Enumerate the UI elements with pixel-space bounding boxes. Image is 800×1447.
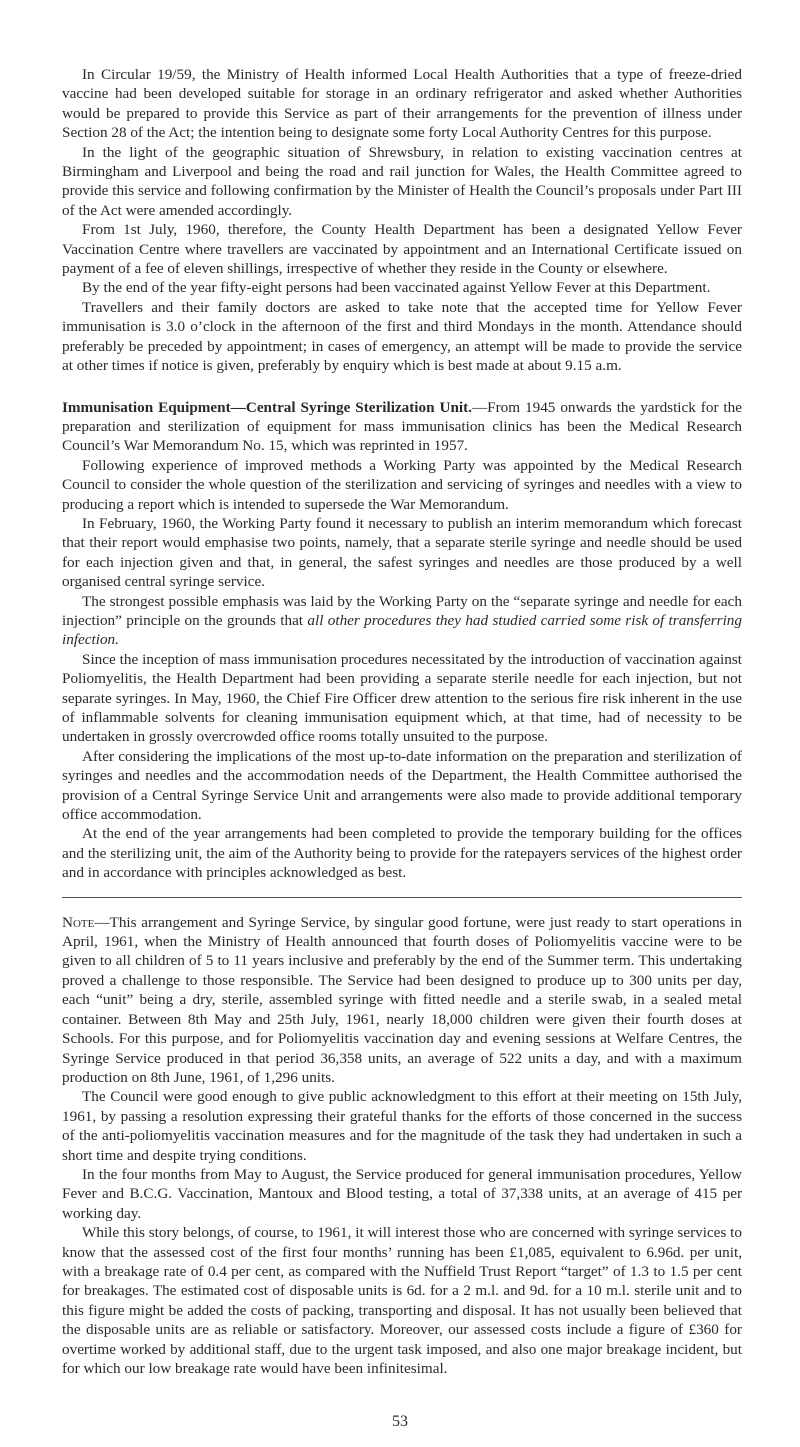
paragraph: After considering the implications of the most up-to-date information on the preparation and sterilization of syringes and needles and the accommodation needs of the Department, the Health Committee authorised the provision of a Central Syringe Service Unit and arrangements were also made to provide additional temporary office accommodation. — [62, 747, 742, 824]
equipment-paragraph — [62, 398, 742, 456]
section-heading: Immunisation Equipment—Central Syringe Sterilization Unit. — [62, 398, 472, 416]
note-label: Note — [62, 913, 95, 931]
paragraph: Travellers and their family doctors are asked to take note that the accepted time for Yellow Fever immunisation is 3.0 o’clock in the afternoon of the first and third Mondays in the month. Attendance should preferably be preceded by appointment; in cases of emergency, an attempt will be made to provide the service at other times if notice is given, preferably by enquiry which is best made at about 9.15 a.m. — [62, 298, 742, 375]
paragraph-emphasis — [62, 592, 742, 650]
emphasis-italic: all other procedures they had studied carried some risk of transferring infection. — [62, 611, 742, 649]
body-text — [62, 65, 742, 1378]
note-paragraph — [62, 913, 742, 1088]
note-text: —This arrangement and Syringe Service, by singular good fortune, were just ready to start operations in April, 1961, when the Ministry of Health announced that fourth doses of Poliomyelitis vaccine were to be given to all children of 5 to 11 years inclusive and preferably by the end of the Summer term. This undertaking proved a challenge to those responsible. The Service had been designed to produce up to 300 units per day, each “unit” being a dry, sterile, assembled syringe with fitted needle and a sterile swab, in a sealed metal container. Between 8th May and 25th July, 1961, nearly 18,000 children were given their fourth doses at Schools. For this purpose, and for Poliomyelitis vaccination day and evening sessions at Welfare Centres, the Syringe Service produced in that period 36,358 units, an average of 522 units a day, and with a maximum production on 8th June, 1961, of 1,296 units. — [62, 913, 742, 1086]
paragraph: Following experience of improved methods a Working Party was appointed by the Medical Research Council to consider the whole question of the sterilization and servicing of syringes and needles with a view to producing a report which is intended to supersede the War Memorandum. — [62, 456, 742, 513]
section-heading-text: —From 1945 onwards the yardstick for the preparation and sterilization of equipment for mass immunisation clinics has been the Medical Research Council’s War Memorandum No. 15, which was reprinted in 1957. — [62, 398, 742, 455]
paragraph: From 1st July, 1960, therefore, the County Health Department has been a designated Yellow Fever Vaccination Centre where travellers are vaccinated by appointment and an International Certificate issued on payment of a fee of eleven shillings, irrespective of whether they reside in the County or elsewhere. — [62, 221, 742, 278]
paragraph: In February, 1960, the Working Party found it necessary to publish an interim memorandum which forecast that their report would emphasise two points, namely, that a separate sterile syringe and needle should be used for each injection given and that, in general, the safest syringes and needles are those produced by a well organised central syringe service. — [62, 514, 742, 591]
divider — [62, 897, 742, 898]
paragraph: In the four months from May to August, the Service produced for general immunisation procedures, Yellow Fever and B.C.G. Vaccination, Mantoux and Blood testing, a total of 37,338 units, at an average of 415 per working day. — [62, 1165, 742, 1222]
paragraph: Since the inception of mass immunisation procedures necessitated by the introduction of vaccination against Poliomyelitis, the Health Department had been providing a separate sterile needle for each injection, but not separate syringes. In May, 1960, the Chief Fire Officer drew attention to the serious fire risk inherent in the use of inflammable solvents for cleaning immunisation equipment which, at that time, had of necessity to be undertaken in grossly overcrowded office rooms totally unsuited to the purpose. — [62, 650, 742, 746]
emphasis-lead: The strongest possible emphasis was laid by the Working Party on the “separate syringe and needle for each injection” principle on the grounds that — [62, 592, 742, 629]
paragraph: In Circular 19/59, the Ministry of Health informed Local Health Authorities that a type of freeze-dried vaccine had been developed suitable for storage in an ordinary refrigerator and asked whether Authorities would be prepared to provide this Service as part of their arrangements for the prevention of illness under Section 28 of the Act; the intention being to designate some forty Local Authority Centres for this purpose. — [62, 66, 742, 142]
page-number: 53 — [392, 1413, 408, 1430]
paragraph: At the end of the year arrangements had been completed to provide the temporary building for the offices and the sterilizing unit, the aim of the Authority being to provide for the ratepayers services of the highest order and in accordance with principles acknowledged as best. — [62, 825, 742, 882]
paragraph: In the light of the geographic situation of Shrewsbury, in relation to existing vaccination centres at Birmingham and Liverpool and being the road and rail junction for Wales, the Health Committee agreed to provide this service and following confirmation by the Minister of Health the Council’s proposals under Part III of the Act were amended accordingly. — [62, 143, 742, 219]
paragraph: By the end of the year fifty-eight persons had been vaccinated against Yellow Fever at this Department. — [82, 279, 711, 297]
paragraph: While this story belongs, of course, to 1961, it will interest those who are concerned with syringe services to know that the assessed cost of the first four months’ running has been £1,085, equivalent to 6.96d. per unit, with a breakage rate of 0.4 per cent, as compared with the Nuffield Trust Report “target” of 1.3 to 1.5 per cent for breakages. The estimated cost of disposable units is 6d. for a 2 m.l. and 9d. for a 10 m.l. sterile unit and to this figure might be added the costs of packing, transporting and disposal. It has not usually been believed that the disposable units are as reliable or satisfactory. Moreover, our assessed costs include a figure of £360 for overtime worked by additional staff, due to the urgent task imposed, and also one major breakage incident, but for which our low breakage rate would have been infinitesimal. — [62, 1224, 742, 1377]
paragraph: The Council were good enough to give public acknowledgment to this effort at their meeting on 15th July, 1961, by passing a resolution expressing their grateful thanks for the efforts of those concerned in the success of the anti-poliomyelitis vaccination measures and for the magnitude of the task they had undertaken in such a short time and despite trying conditions. — [62, 1088, 742, 1164]
